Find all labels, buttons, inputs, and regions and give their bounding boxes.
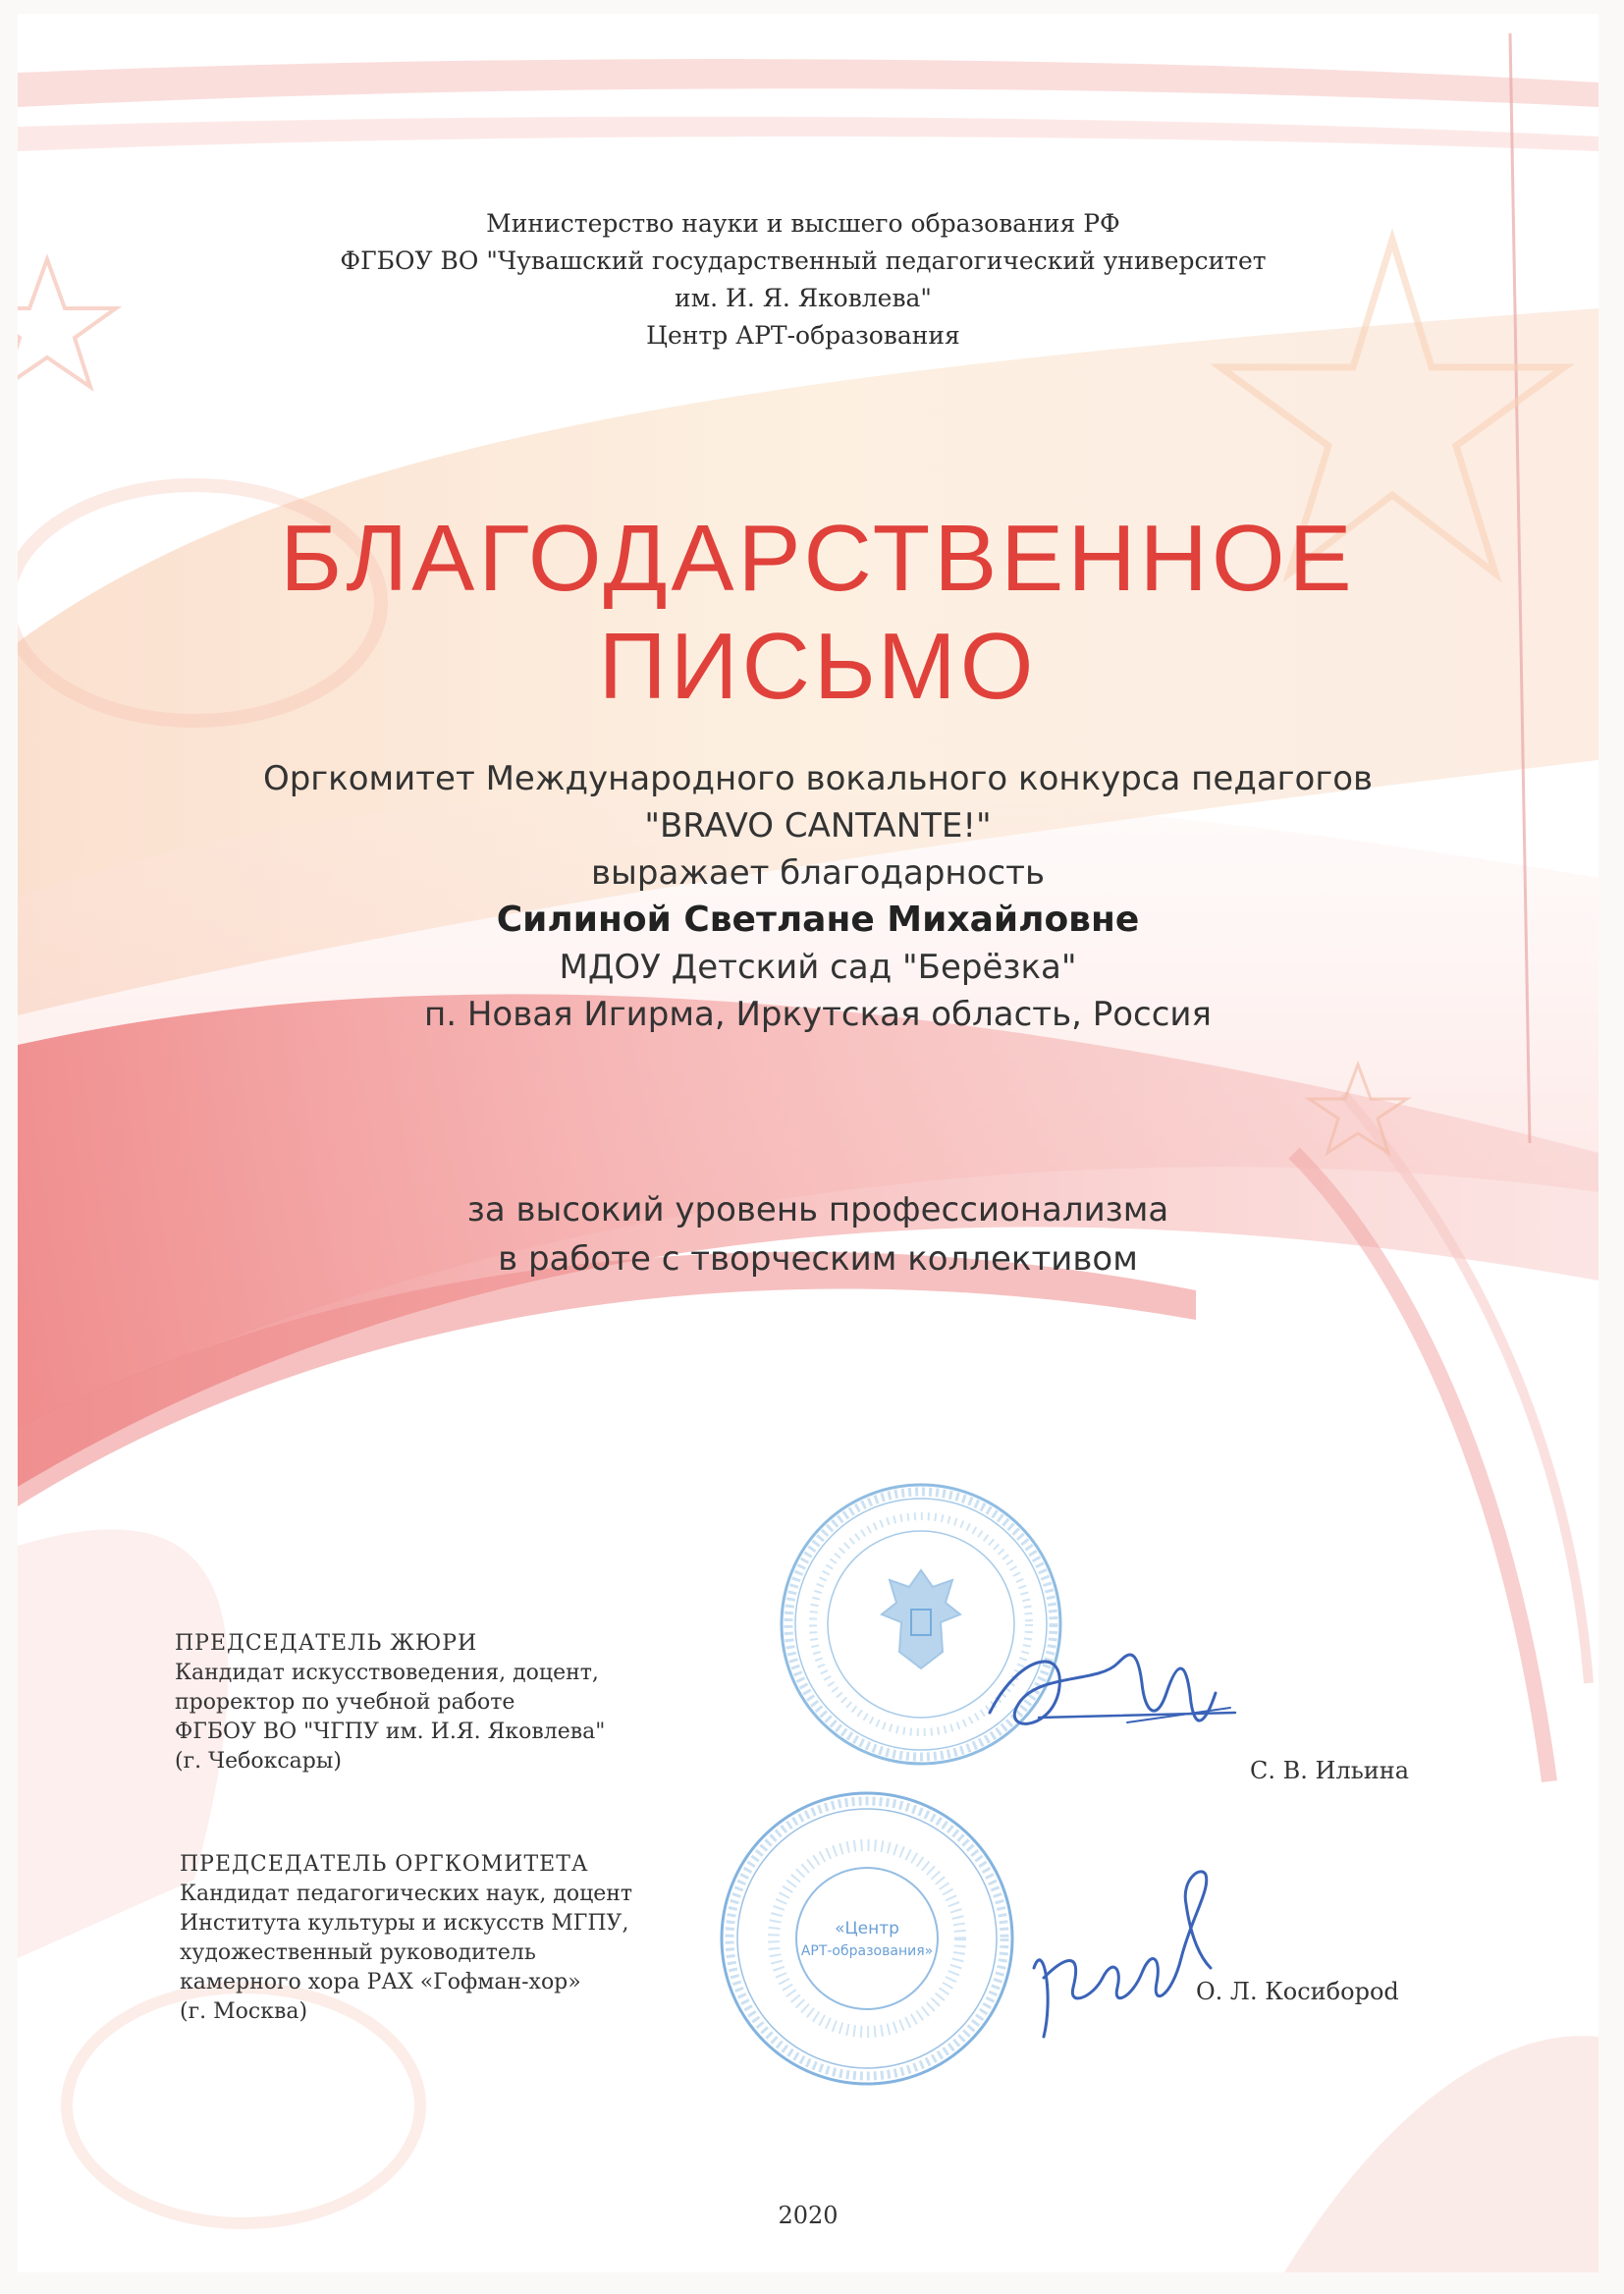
title-line-1: БЛАГОДАРСТВЕННОЕ: [280, 506, 1356, 611]
jury-chair-title-2: проректор по учебной работе: [175, 1690, 515, 1715]
org-chair-name: О. Л. Косиборod: [1196, 1978, 1399, 2005]
jury-chair-block: [175, 1629, 605, 1776]
eagle-emblem-icon: [882, 1570, 960, 1668]
jury-chair-title-3: ФГБОУ ВО "ЧГПУ им. И.Я. Яковлева": [175, 1720, 606, 1744]
contest-name: "BRAVO CANTANTE!": [644, 806, 992, 846]
recipient-name: Силиной Светлане Михайловне: [496, 900, 1140, 940]
center-line: Центр АРТ-образования: [646, 321, 960, 350]
reason-line-2: в работе с творческим коллективом: [498, 1239, 1138, 1279]
university-line: ФГБОУ ВО "Чувашский государственный педагогический университет: [340, 246, 1267, 275]
org-chair-title-3: художественный руководитель: [180, 1940, 536, 1965]
org-chair-signature: [1014, 1860, 1230, 2056]
jury-chair-name: С. В. Ильина: [1250, 1757, 1410, 1784]
university-name-line: им. И. Я. Яковлева": [675, 284, 932, 312]
org-chair-title-4: камерного хора РАХ «Гофман-хор»: [180, 1970, 581, 1994]
org-chair-role: ПРЕДСЕДАТЕЛЬ ОРГКОМИТЕТА: [180, 1852, 589, 1877]
jury-chair-role: ПРЕДСЕДАТЕЛЬ ЖЮРИ: [175, 1631, 478, 1656]
org-chair-title-2: Института культуры и искусств МГПУ,: [180, 1911, 629, 1936]
committee-line: Оргкомитет Международного вокального конкурса педагогов: [262, 759, 1374, 798]
org-chair-block: [180, 1850, 632, 2027]
stamp-center-text-1: «Центр: [835, 1919, 899, 1939]
certificate-page: [18, 14, 1598, 2272]
art-center-stamp: [715, 1786, 1019, 2091]
award-reason: [263, 1185, 1373, 1284]
jury-chair-title-1: Кандидат искусствоведения, доцент,: [175, 1661, 599, 1685]
org-chair-city: (г. Москва): [180, 1999, 308, 2024]
gratitude-line: выражает благодарность: [591, 853, 1045, 893]
ministry-line: Министерство науки и высшего образования РФ: [486, 209, 1120, 238]
jury-chair-city: (г. Чебоксары): [175, 1749, 342, 1774]
issue-year: 2020: [778, 2202, 839, 2229]
certificate-body: [165, 755, 1471, 1038]
recipient-location: п. Новая Игирма, Иркутская область, Россия: [424, 995, 1212, 1034]
jury-chair-signature: [980, 1624, 1245, 1752]
certificate-title: [194, 505, 1441, 721]
title-line-2: ПИСЬМО: [598, 614, 1038, 719]
reason-line-1: за высокий уровень профессионализма: [466, 1190, 1169, 1229]
org-chair-title-1: Кандидат педагогических наук, доцент: [180, 1882, 633, 1906]
issuer-header: [214, 205, 1392, 355]
stamp-center-text-2: АРТ-образования»: [800, 1943, 934, 1959]
recipient-institution: МДОУ Детский сад "Берёзка": [559, 948, 1077, 987]
